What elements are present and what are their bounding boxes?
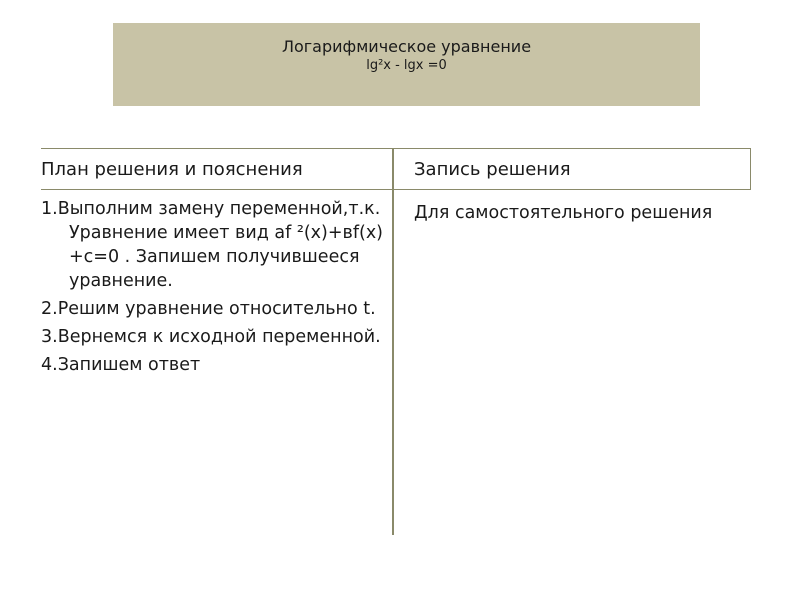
solution-table (41, 148, 752, 535)
plan-step-3: 3.Вернемся к исходной переменной. (41, 327, 381, 347)
title-banner (113, 23, 700, 106)
equation-subtitle: lg²x - lgx =0 (366, 58, 447, 73)
plan-step-1: 1.Выполним замену переменной,т.к. Уравнение имеет вид аf ²(x)+вf(x) +c=0 . Запишем получившееся уравнение. (41, 199, 384, 291)
page-title: Логарифмическое уравнение (281, 37, 532, 56)
solution-column (414, 200, 744, 226)
column-header-plan: План решения и пояснения (41, 159, 303, 180)
plan-step-2: 2.Решим уравнение относительно t. (41, 299, 376, 319)
column-header-solution: Запись решения (414, 159, 571, 180)
column-divider (392, 148, 394, 535)
plan-steps-list (41, 197, 386, 381)
plan-step-4: 4.Запишем ответ (41, 355, 201, 375)
self-solution-note: Для самостоятельного решения (414, 203, 713, 223)
